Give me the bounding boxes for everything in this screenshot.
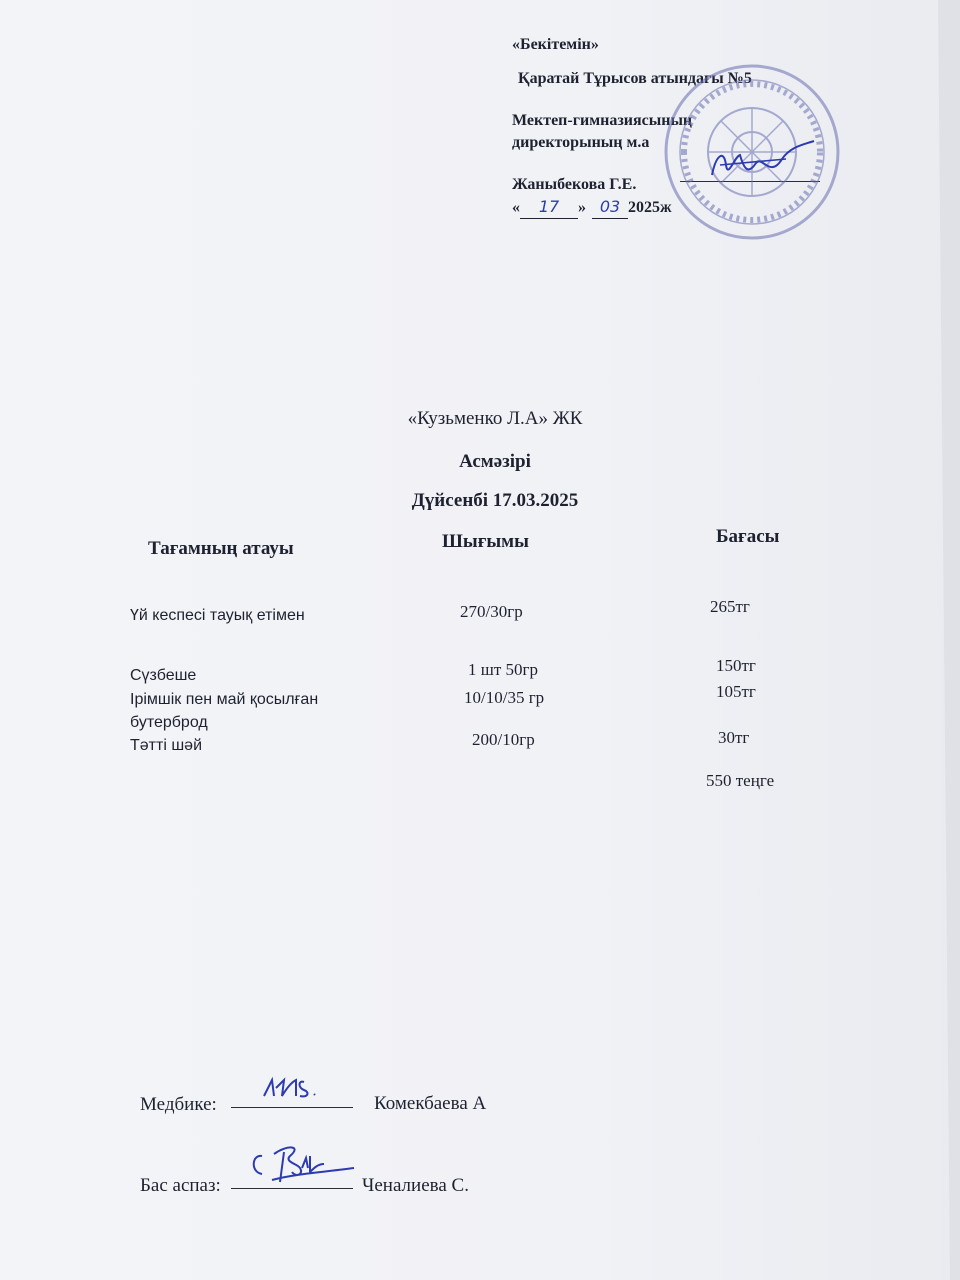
nurse-signature-icon [258,1070,328,1104]
approval-date [512,196,672,219]
nurse-label: Медбике: [140,1094,217,1115]
nurse-name: Комекбаева А [374,1093,487,1114]
row-4-dish: Тәтті шәй [130,737,202,754]
row-4-yield: 200/10гр [472,730,535,749]
row-4-price: 30тг [718,728,750,747]
provider-name: «Кузьменко Л.А» ЖК [407,408,583,429]
row-2-yield: 1 шт 50гр [468,660,538,679]
row-3-price: 105тг [716,682,756,701]
approval-org-line1: Мектеп-гимназиясының [512,112,693,129]
row-3-yield: 10/10/35 гр [464,688,545,707]
row-3-dish-continued: бутерброд [130,714,208,731]
approval-director: Жаныбекова Г.Е. [512,176,637,193]
row-3-dish: Ірімшік пен май қосылған [130,691,319,708]
approval-school-line: Қаратай Тұрысов атындағы №5 [518,70,752,87]
date-day: 17 [520,196,578,219]
cook-signature-line [231,1188,353,1189]
row-1-dish: Үй кеспесі тауық етімен [130,607,305,624]
date-year: 2025ж [628,199,672,216]
column-header-dish: Тағамның атауы [148,538,294,559]
cook-label: Бас аспаз: [140,1175,221,1196]
approval-org-line2: директорының м.а [512,134,650,151]
document-title: Асмәзірі [459,451,531,472]
row-1-price: 265тг [710,597,750,616]
row-1-yield: 270/30гр [460,602,523,621]
column-header-yield: Шығымы [442,531,529,552]
date-mid-quote: » [578,199,586,216]
approval-heading: «Бекітемін» [512,36,599,53]
menu-total: 550 теңге [706,771,775,790]
cook-signature-icon [244,1138,358,1188]
row-2-dish: Сүзбеше [130,667,197,684]
menu-day-date: Дүйсенбі 17.03.2025 [411,490,579,511]
nurse-signature-line [231,1107,353,1108]
row-2-price: 150тг [716,656,756,675]
date-month: 03 [592,196,628,219]
column-header-price: Бағасы [716,526,780,547]
director-signature-icon [690,135,830,195]
cook-name: Ченалиева С. [362,1175,469,1196]
date-open-quote: « [512,199,520,216]
